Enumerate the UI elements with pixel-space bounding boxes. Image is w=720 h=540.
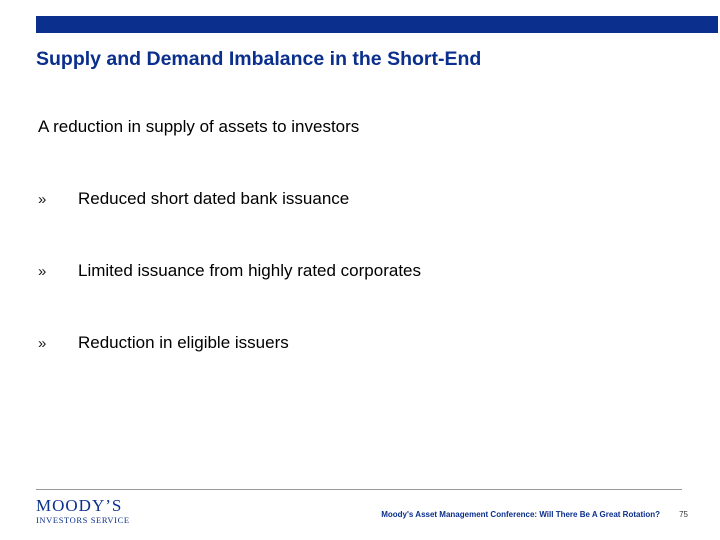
bullet-text: Limited issuance from highly rated corporates — [78, 261, 421, 280]
bullet-text: Reduction in eligible issuers — [78, 333, 289, 352]
bullet-marker: » — [38, 262, 47, 280]
bullet-text: Reduced short dated bank issuance — [78, 189, 350, 208]
bullet-marker: » — [38, 334, 47, 352]
header-bar — [36, 16, 718, 33]
logo-main-text: MOODY’S — [36, 496, 123, 515]
footer-divider — [36, 489, 682, 490]
bullet-item — [38, 188, 349, 210]
bullet-item — [38, 332, 289, 354]
page-number: 75 — [679, 510, 688, 519]
slide-subtitle: A reduction in supply of assets to investors — [38, 117, 360, 136]
logo-sub-text: INVESTORS SERVICE — [36, 515, 130, 525]
bullet-marker: » — [38, 190, 47, 208]
bullet-item — [38, 260, 421, 282]
moodys-logo — [36, 497, 130, 526]
slide-title: Supply and Demand Imbalance in the Short-End — [36, 48, 482, 70]
conference-footer-text: Moody's Asset Management Conference: Will There Be A Great Rotation? — [381, 510, 660, 519]
